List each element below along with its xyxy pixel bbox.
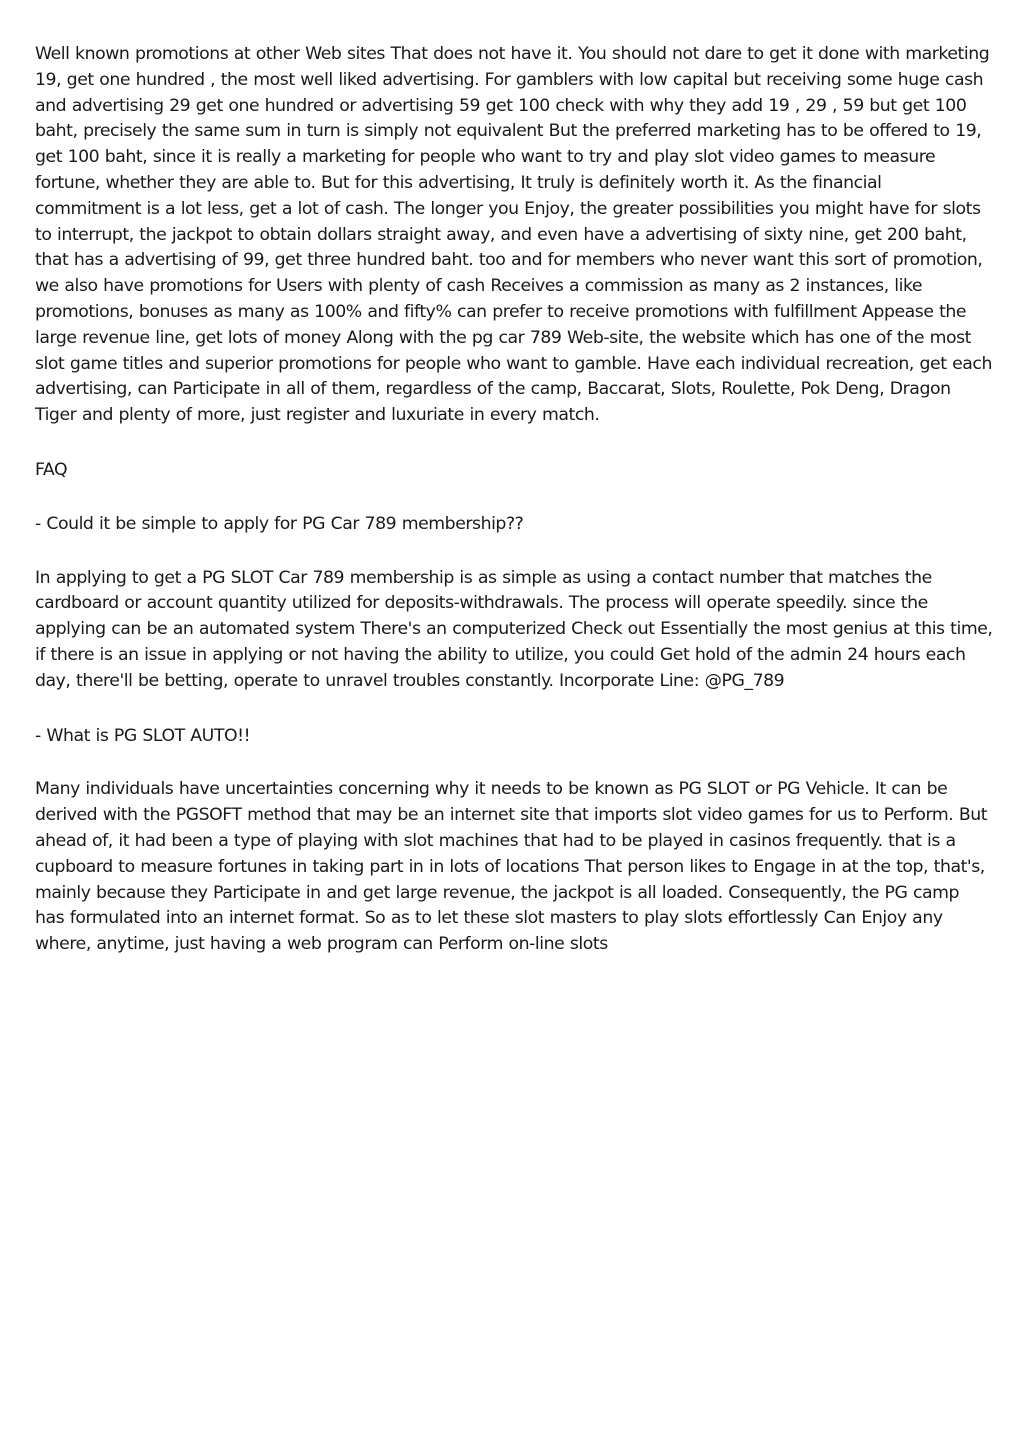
faq-answer-membership: In applying to get a PG SLOT Car 789 membership is as simple as using a contact number that matches the cardboard or account quantity utilized for deposits-withdrawals. The process will operate speedily. since the applying can be an automated system There's an computerized Check out Essentially the most genius at this time, if there is an issue in applying or not having the ability to utilize, you could Get hold of the admin 24 hours each day, there'll be betting, operate to unravel troubles constantly. Incorporate Line: @PG_789 [35,567,993,691]
faq-question-pg-slot-auto: - What is PG SLOT AUTO!! [35,725,251,746]
document-body [35,42,993,987]
faq-heading: FAQ [35,459,68,480]
intro-paragraph: Well known promotions at other Web sites That does not have it. You should not dare to get it done with marketing 19, get one hundred , the most well liked advertising. For gamblers with low capital but receiving some huge cash and advertising 29 get one hundred or advertising 59 get 100 check with why they add 19 , 29 , 59 but get 100 baht, precisely the same sum in turn is simply not equivalent But the preferred marketing has to be offered to 19, get 100 baht, since it is really a marketing for people who want to try and play slot video games to measure fortune, whether they are able to. But for this advertising, It truly is definitely worth it. As the financial commitment is a lot less, get a lot of cash. The longer you Enjoy, the greater possibilities you might have for slots to interrupt, the jackpot to obtain dollars straight away, and even have a advertising of sixty nine, get 200 baht, that has a advertising of 99, get three hundred baht. too and for members who never want this sort of promotion, we also have promotions for Users with plenty of cash Receives a commission as many as 2 instances, like promotions, bonuses as many as 100% and fifty% can prefer to receive promotions with fulfillment Appease the large revenue line, get lots of money Along with the pg car 789 Web-site, the website which has one of the most slot game titles and superior promotions for people who want to gamble. Have each individual recreation, get each advertising, can Participate in all of them, regardless of the camp, Baccarat, Slots, Roulette, Pok Deng, Dragon Tiger and plenty of more, just register and luxuriate in every match. [35,44,992,426]
faq-answer-pg-slot-auto: Many individuals have uncertainties concerning why it needs to be known as PG SLOT or PG Vehicle. It can be derived with the PGSOFT method that may be an internet site that imports slot video games for us to Perform. But ahead of, it had been a type of playing with slot machines that had to be played in casinos frequently. that is a cupboard to measure fortunes in taking part in in lots of locations That person likes to Engage in at the top, that's, mainly because they Participate in and get large revenue, the jackpot is all loaded. Consequently, the PG camp has formulated into an internet format. So as to let these slot masters to play slots effortlessly Can Enjoy any where, anytime, just having a web program can Perform on-line slots [35,779,988,955]
faq-question-membership: - Could it be simple to apply for PG Car 789 membership?? [35,513,524,534]
